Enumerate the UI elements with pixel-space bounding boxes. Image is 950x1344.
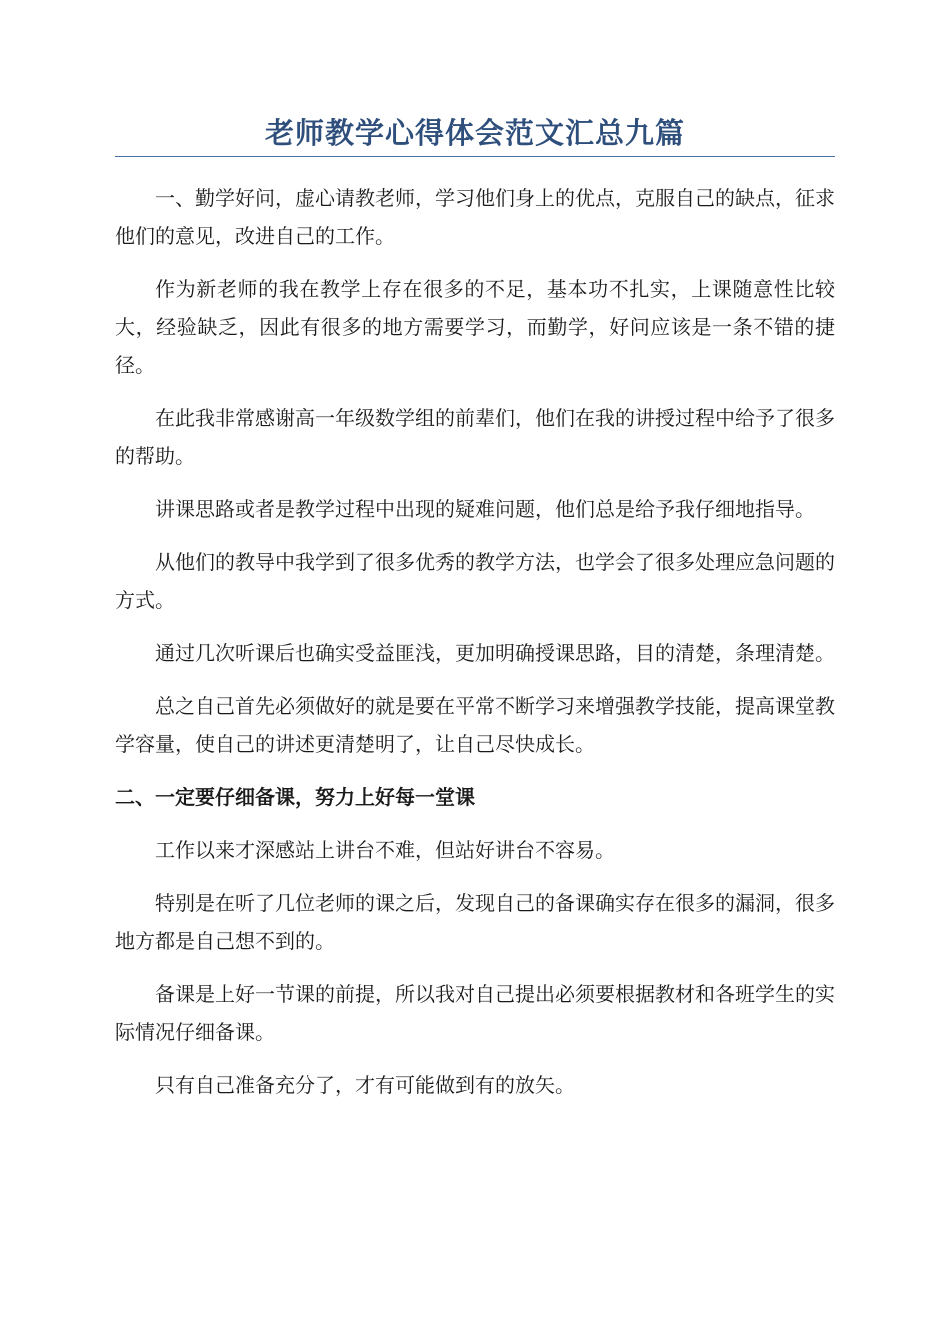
paragraph: 从他们的教导中我学到了很多优秀的教学方法，也学会了很多处理应急问题的方式。 [115, 550, 835, 612]
document-page [115, 112, 835, 1119]
paragraph: 只有自己准备充分了，才有可能做到有的放矢。 [155, 1073, 575, 1097]
paragraph: 通过几次听课后也确实受益匪浅，更加明确授课思路，目的清楚，条理清楚。 [155, 641, 835, 665]
paragraph: 备课是上好一节课的前提，所以我对自己提出必须要根据教材和各班学生的实际情况仔细备课。 [115, 982, 835, 1044]
document-title: 老师教学心得体会范文汇总九篇 [115, 112, 835, 157]
paragraph: 总之自己首先必须做好的就是要在平常不断学习来增强教学技能，提高课堂教学容量，使自己的讲述更清楚明了，让自己尽快成长。 [115, 694, 835, 756]
section-heading: 二、一定要仔细备课，努力上好每一堂课 [115, 785, 475, 809]
paragraph: 在此我非常感谢高一年级数学组的前辈们，他们在我的讲授过程中给予了很多的帮助。 [115, 406, 835, 468]
paragraph: 作为新老师的我在教学上存在很多的不足，基本功不扎实，上课随意性比较大，经验缺乏，因此有很多的地方需要学习，而勤学，好问应该是一条不错的捷径。 [115, 277, 835, 377]
paragraph: 一、勤学好问，虚心请教老师，学习他们身上的优点，克服自己的缺点，征求他们的意见，改进自己的工作。 [115, 186, 835, 248]
paragraph: 讲课思路或者是教学过程中出现的疑难问题，他们总是给予我仔细地指导。 [155, 497, 815, 521]
paragraph: 工作以来才深感站上讲台不难，但站好讲台不容易。 [155, 838, 615, 862]
paragraph: 特别是在听了几位老师的课之后，发现自己的备课确实存在很多的漏洞，很多地方都是自己想不到的。 [115, 891, 835, 953]
